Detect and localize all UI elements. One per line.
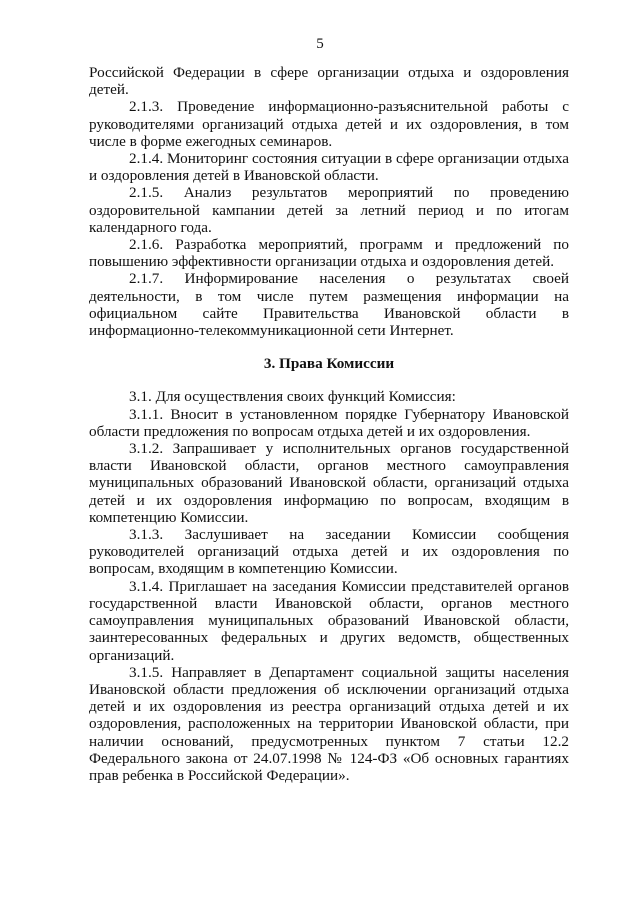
paragraph-3-1-2: 3.1.2. Запрашивает у исполнительных органов государственной власти Ивановской области, органов местного самоуправления муниципальных образований Ивановской области, организаций отдыха детей и их оздоровления информацию по вопросам, входящим в компетенцию Комиссии. — [89, 440, 569, 526]
section-heading: 3. Права Комиссии — [263, 355, 395, 373]
paragraph-2-1-4: 2.1.4. Мониторинг состояния ситуации в сфере организации отдыха и оздоровления детей в Ивановской области. — [89, 150, 569, 185]
paragraph-3-1-3: 3.1.3. Заслушивает на заседании Комиссии сообщения руководителей организаций отдыха детей и их оздоровления по вопросам, входящим в компетенцию Комиссии. — [89, 526, 569, 578]
paragraph-3-1-5: 3.1.5. Направляет в Департамент социальной защиты населения Ивановской области предложения об исключении организаций отдыха детей и их оздоровления из реестра организаций отдыха детей и их оздоровления, расположенных на территории Ивановской области, при наличии оснований, предусмотренных пунктом 7 статьи 12.2 Федерального закона от 24.07.1998 № 124-ФЗ «Об основных гарантиях прав ребенка в Российской Федерации». — [89, 663, 569, 784]
paragraph-continuation: Российской Федерации в сфере организации отдыха и оздоровления детей. — [89, 64, 569, 99]
document-body — [89, 64, 569, 784]
paragraph-2-1-5: 2.1.5. Анализ результатов мероприятий по проведению оздоровительной кампании детей за летний период и по итогам календарного года. — [89, 184, 569, 236]
paragraph-3-1: 3.1. Для осуществления своих функций Комиссия: — [129, 388, 456, 406]
paragraph-2-1-7: 2.1.7. Информирование населения о результатах своей деятельности, в том числе путем размещения информации на официальном сайте Правительства Ивановской области в информационно-телекоммуникационной сети Интернет. — [89, 270, 569, 340]
paragraph-3-1-4: 3.1.4. Приглашает на заседания Комиссии представителей органов государственной власти Ивановской области, органов местного самоуправления муниципальных образований Ивановской области, заинтересованных федеральных и других ведомств, общественных организаций. — [89, 577, 569, 664]
paragraph-2-1-3: 2.1.3. Проведение информационно-разъяснительной работы с руководителями организаций отдыха детей и их оздоровления, в том числе в форме ежегодных семинаров. — [89, 98, 569, 150]
paragraph-2-1-6: 2.1.6. Разработка мероприятий, программ и предложений по повышению эффективности организации отдыха и оздоровления детей. — [89, 236, 569, 271]
paragraph-3-1-1: 3.1.1. Вносит в установленном порядке Губернатору Ивановской области предложения по вопросам отдыха детей и их оздоровления. — [89, 405, 569, 440]
page-number: 5 — [316, 36, 324, 52]
